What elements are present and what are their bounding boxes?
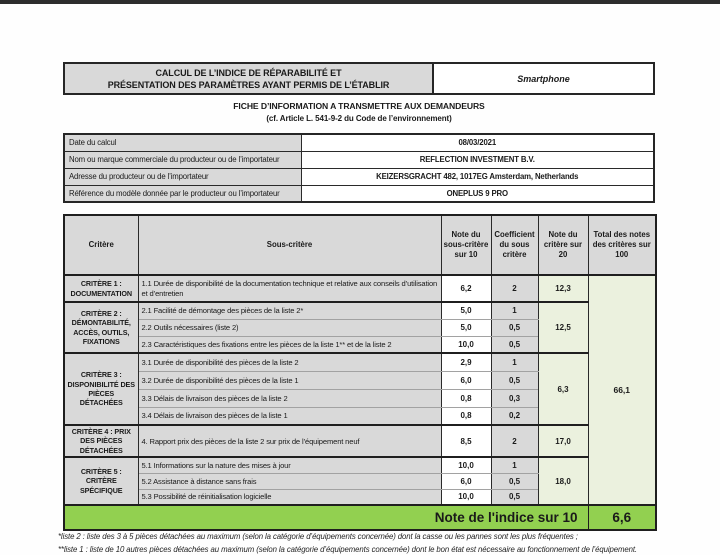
info-value: ONEPLUS 9 PRO bbox=[301, 185, 654, 202]
coefficient-value: 0,5 bbox=[491, 371, 538, 389]
coefficient-value: 1 bbox=[491, 457, 538, 473]
scan-artifact-bar bbox=[0, 0, 720, 4]
form-legal-reference: (cf. Article L. 541-9-2 du Code de l’environnement) bbox=[266, 114, 452, 123]
device-category: Smartphone bbox=[517, 73, 570, 84]
criterion-name-cell: CRITÈRE 5 : CRITÈRE SPÉCIFIQUE bbox=[64, 457, 138, 505]
coefficient-value: 0,5 bbox=[491, 489, 538, 505]
form-subtitle: FICHE D’INFORMATION A TRANSMETTRE AUX DEMANDEURS bbox=[233, 101, 485, 111]
subcriterion-label: 3.3 Délais de livraison des pièces de la liste 2 bbox=[138, 389, 441, 407]
subcriterion-score: 8,5 bbox=[441, 425, 491, 457]
subcriterion-label: 2.1 Facilité de démontage des pièces de la liste 2* bbox=[138, 302, 441, 319]
form-subtitle-block bbox=[63, 101, 655, 123]
subcriterion-label: 5.3 Possibilité de réinitialisation logicielle bbox=[138, 489, 441, 505]
subcriterion-score: 5,0 bbox=[441, 319, 491, 336]
subcriterion-score: 2,9 bbox=[441, 353, 491, 371]
criteria-table bbox=[63, 214, 657, 531]
document-title-box bbox=[63, 62, 655, 95]
criterion-score-20: 6,3 bbox=[538, 353, 588, 425]
subcriterion-score: 0,8 bbox=[441, 407, 491, 425]
table-row bbox=[64, 457, 656, 473]
subcriterion-label: 2.3 Caractéristiques des fixations entre les pièces de la liste 1** et de la liste 2 bbox=[138, 336, 441, 353]
info-value: KEIZERSGRACHT 482, 1017EG Amsterdam, Netherlands bbox=[301, 168, 654, 185]
coefficient-value: 0,5 bbox=[491, 473, 538, 489]
subcriterion-score: 0,8 bbox=[441, 389, 491, 407]
subcriterion-label: 5.1 Informations sur la nature des mises à jour bbox=[138, 457, 441, 473]
index-score-value: 6,6 bbox=[588, 505, 656, 530]
subcriterion-label: 4. Rapport prix des pièces de la liste 2 sur prix de l’équipement neuf bbox=[138, 425, 441, 457]
coefficient-value: 0,3 bbox=[491, 389, 538, 407]
subcriterion-score: 6,2 bbox=[441, 275, 491, 302]
info-label: Date du calcul bbox=[64, 134, 301, 151]
subcriterion-label: 2.2 Outils nécessaires (liste 2) bbox=[138, 319, 441, 336]
info-label: Nom ou marque commerciale du producteur ou de l’importateur bbox=[64, 151, 301, 168]
col-header-note-critere: Note du critère sur 20 bbox=[538, 215, 588, 275]
document-title-line2: PRÉSENTATION DES PARAMÈTRES AYANT PERMIS DE L’ÉTABLIR bbox=[107, 79, 390, 90]
subcriterion-label: 5.2 Assistance à distance sans frais bbox=[138, 473, 441, 489]
document-title-line1: CALCUL DE L’INDICE DE RÉPARABILITÉ ET bbox=[155, 67, 342, 78]
info-row bbox=[64, 185, 654, 202]
col-header-sous-critere: Sous-critère bbox=[138, 215, 441, 275]
document-title bbox=[65, 64, 434, 93]
subcriterion-score: 5,0 bbox=[441, 302, 491, 319]
coefficient-value: 1 bbox=[491, 353, 538, 371]
col-header-total: Total des notes des critères sur 100 bbox=[588, 215, 656, 275]
info-row bbox=[64, 134, 654, 151]
subcriterion-label: 3.2 Durée de disponibilité des pièces de la liste 1 bbox=[138, 371, 441, 389]
coefficient-value: 0,5 bbox=[491, 336, 538, 353]
subcriterion-label: 3.1 Durée de disponibilité des pièces de la liste 2 bbox=[138, 353, 441, 371]
index-score-label: Note de l'indice sur 10 bbox=[64, 505, 588, 530]
footnote-liste2: *liste 2 : liste des 3 à 5 pièces détachées au maximum (selon la catégorie d’équipements concernée) dont la casse ou les pannes sont les plus fréquentes ; bbox=[58, 532, 578, 541]
coefficient-value: 0,5 bbox=[491, 319, 538, 336]
criterion-name-cell: CRITÈRE 1 : DOCUMENTATION bbox=[64, 275, 138, 302]
coefficient-value: 2 bbox=[491, 425, 538, 457]
index-score-row bbox=[64, 505, 656, 530]
subcriterion-score: 6,0 bbox=[441, 371, 491, 389]
criterion-name-cell: CRITÈRE 4 : PRIX DES PIÈCES DÉTACHÉES bbox=[64, 425, 138, 457]
criteria-table-header-row bbox=[64, 215, 656, 275]
info-label: Adresse du producteur ou de l’importateur bbox=[64, 168, 301, 185]
criterion-score-20: 12,5 bbox=[538, 302, 588, 353]
info-row bbox=[64, 168, 654, 185]
info-row bbox=[64, 151, 654, 168]
criterion-score-20: 12,3 bbox=[538, 275, 588, 302]
col-header-note-sous-critere: Note du sous-critère sur 10 bbox=[441, 215, 491, 275]
col-header-critere: Critère bbox=[64, 215, 138, 275]
footnote-liste1: **liste 1 : liste de 10 autres pièces détachées au maximum (selon la catégorie d’équipements concernée) dont le bon état est nécessaire au fonctionnement de l’équipement. bbox=[58, 544, 637, 554]
table-row bbox=[64, 275, 656, 302]
coefficient-value: 0,2 bbox=[491, 407, 538, 425]
subcriterion-score: 10,0 bbox=[441, 489, 491, 505]
col-header-coefficient: Coefficient du sous critère bbox=[491, 215, 538, 275]
info-value: REFLECTION INVESTMENT B.V. bbox=[301, 151, 654, 168]
total-score-100: 66,1 bbox=[588, 275, 656, 505]
info-label: Référence du modèle donnée par le producteur ou l’importateur bbox=[64, 185, 301, 202]
subcriterion-label: 3.4 Délais de livraison des pièces de la liste 1 bbox=[138, 407, 441, 425]
subcriterion-score: 10,0 bbox=[441, 336, 491, 353]
criterion-name-cell: CRITÈRE 2 : DÉMONTABILITÉ, ACCÈS, OUTILS, FIXATIONS bbox=[64, 302, 138, 353]
footnotes bbox=[58, 531, 713, 555]
table-row bbox=[64, 302, 656, 319]
subcriterion-label: 1.1 Durée de disponibilité de la documentation technique et relative aux conseils d’utilisation et d’entretien bbox=[138, 275, 441, 302]
criterion-score-20: 17,0 bbox=[538, 425, 588, 457]
table-row bbox=[64, 353, 656, 371]
criterion-score-20: 18,0 bbox=[538, 457, 588, 505]
subcriterion-score: 10,0 bbox=[441, 457, 491, 473]
producer-info-table bbox=[63, 133, 655, 203]
table-row bbox=[64, 425, 656, 457]
coefficient-value: 1 bbox=[491, 302, 538, 319]
info-value: 08/03/2021 bbox=[301, 134, 654, 151]
criterion-name-cell: CRITÈRE 3 : DISPONIBILITÉ DES PIÈCES DÉTACHÉES bbox=[64, 353, 138, 425]
subcriterion-score: 6,0 bbox=[441, 473, 491, 489]
coefficient-value: 2 bbox=[491, 275, 538, 302]
